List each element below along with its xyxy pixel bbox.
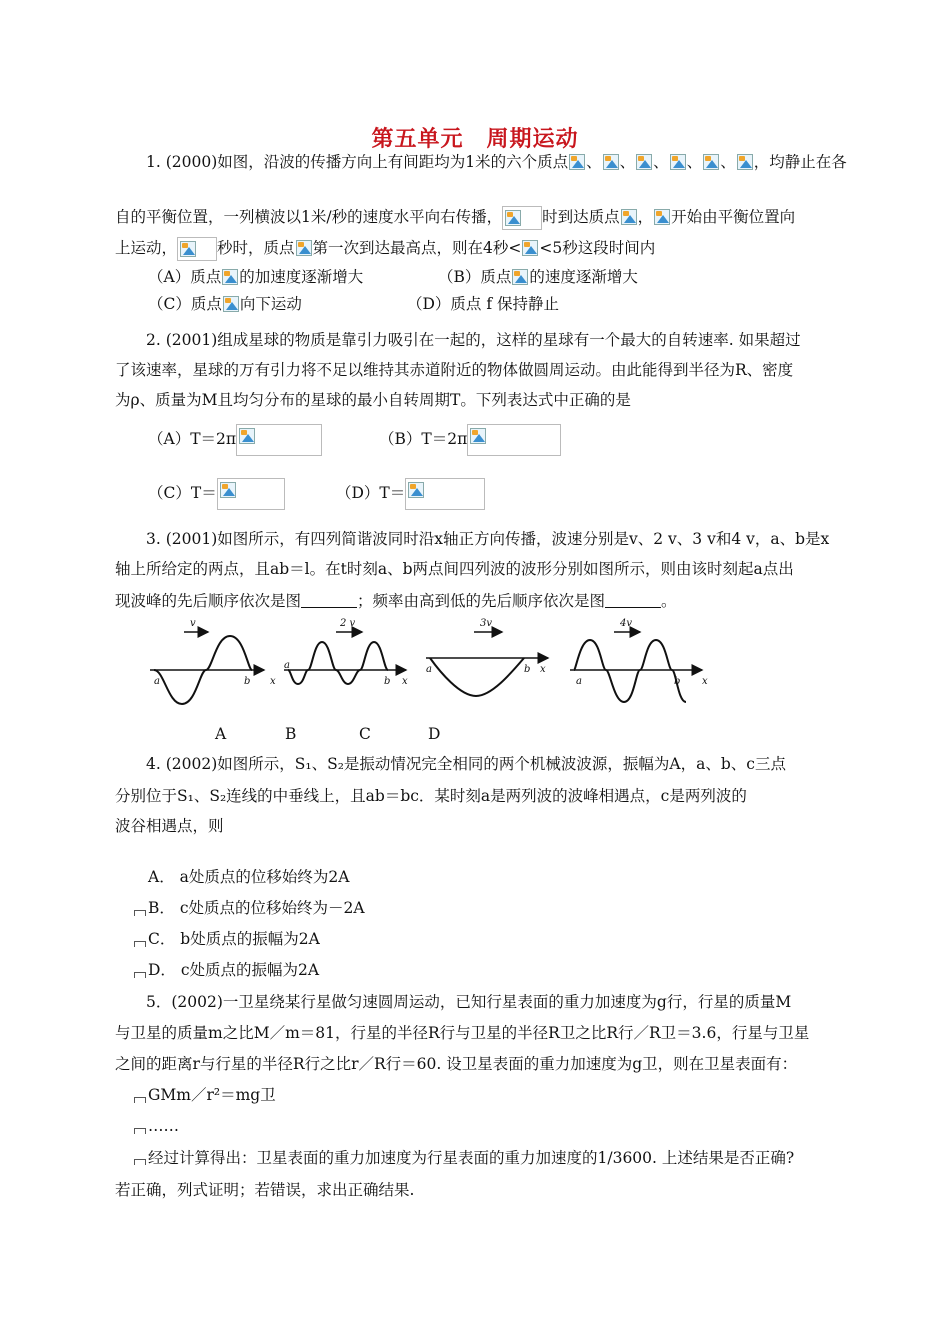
wave-c xyxy=(430,658,524,696)
option-text: （C）T＝ xyxy=(148,484,217,502)
q2-option-b xyxy=(379,424,561,456)
q4-option-d: D． c处质点的振幅为2A xyxy=(148,961,320,979)
q2-option-d xyxy=(336,478,485,510)
q5-line6: 经过计算得出：卫星表面的重力加速度为行星表面的重力加速度的1/3600. 上述结果是否正确? xyxy=(148,1149,795,1167)
q5-line1: 5．(2002)一卫星绕某行星做匀速圆周运动，已知行星表面的重力加速度为g行，行星的质量M xyxy=(146,993,792,1011)
velocity-label: 3v xyxy=(480,618,493,629)
option-text: 的速度逐渐增大 xyxy=(529,268,638,286)
formula-box xyxy=(177,237,217,261)
image-placeholder-icon xyxy=(569,154,585,170)
q2-line3: 为ρ、质量为M且均匀分布的星球的最小自转周期T。下列表达式中正确的是 xyxy=(115,391,631,409)
bracket-mark xyxy=(134,972,146,978)
q4-line3: 波谷相遇点，则 xyxy=(115,817,224,835)
point-a-label: a xyxy=(426,664,432,675)
image-placeholder-icon xyxy=(239,428,255,444)
figure-label: A xyxy=(215,725,227,743)
formula-box xyxy=(502,206,542,230)
formula-box xyxy=(405,478,485,510)
image-placeholder-icon xyxy=(737,154,753,170)
q3-line1: 3. (2001)如图所示，有四列简谐波同时沿x轴正方向传播，波速分别是v、2 v、3 v和4 v，a、b是x xyxy=(146,530,830,548)
bracket-mark xyxy=(134,1159,146,1165)
image-placeholder-icon xyxy=(296,240,312,256)
image-placeholder-icon xyxy=(522,240,538,256)
option-text: （D）T＝ xyxy=(336,484,406,502)
q2-line2: 了该速率，星球的万有引力将不足以维持其赤道附近的物体做圆周运动。由此能得到半径为R、密度 xyxy=(115,361,794,379)
q1-option-b xyxy=(438,267,638,287)
q5-formula: GMm／r²＝mg卫 xyxy=(148,1086,276,1104)
q1-text: ， xyxy=(637,208,654,226)
image-placeholder-icon xyxy=(603,154,619,170)
image-placeholder-icon xyxy=(223,296,239,312)
bracket-mark xyxy=(134,910,146,916)
velocity-label: 2 v xyxy=(340,618,356,629)
q2-line1: 2. (2001)组成星球的物质是靠引力吸引在一起的，这样的星球有一个最大的自转速率. 如果超过 xyxy=(146,331,801,349)
option-text: 向下运动 xyxy=(239,295,302,313)
image-placeholder-icon xyxy=(505,210,521,226)
q1-text: ，均静止在各 xyxy=(753,153,847,171)
option-text: （C）质点 xyxy=(148,295,222,313)
wave-figures xyxy=(140,612,720,716)
q4-option-c: C． b处质点的振幅为2A xyxy=(148,930,320,948)
page-title: 第五单元 周期运动 xyxy=(371,126,579,152)
bracket-mark xyxy=(134,941,146,947)
q1-text: 1. (2000)如图，沿波的传播方向上有间距均为1米的六个质点 xyxy=(146,153,569,171)
wave-d xyxy=(574,640,686,702)
figure-label: B xyxy=(285,725,297,743)
x-axis-label: x xyxy=(402,676,408,687)
image-placeholder-icon xyxy=(703,154,719,170)
x-axis-label: x xyxy=(702,676,708,687)
figure-label: D xyxy=(428,725,441,743)
q2-option-c xyxy=(148,478,285,510)
option-text: （A）T＝2π xyxy=(148,430,237,448)
q4-line1: 4. (2002)如图所示，S₁、S₂是振动情况完全相同的两个机械波波源，振幅为A，a、b、c三点 xyxy=(146,755,786,773)
q3-line2: 轴上所给定的两点，且ab＝l。在t时刻a、b两点间四列波的波形分别如图所示，则由该时刻起a点出 xyxy=(115,560,794,578)
q3-line3 xyxy=(115,591,677,611)
image-placeholder-icon xyxy=(654,209,670,225)
q5-line2: 与卫星的质量m之比M／m＝81，行星的半径R行与卫星的半径R卫之比R行／R卫＝3.6，行星与卫星 xyxy=(115,1024,810,1042)
velocity-label: 4v xyxy=(620,618,633,629)
answer-blank xyxy=(605,593,661,608)
q3-text: 。 xyxy=(661,592,677,610)
q1-option-d: （D）质点 f 保持静止 xyxy=(407,295,560,313)
bracket-mark xyxy=(134,1097,146,1103)
formula-box xyxy=(217,478,285,510)
point-b-label: b xyxy=(524,664,531,675)
q1-text: 秒时，质点 xyxy=(217,239,295,257)
image-placeholder-icon xyxy=(220,482,236,498)
point-a-label: a xyxy=(576,676,582,687)
q5-line7: 若正确，列式证明；若错误，求出正确结果. xyxy=(115,1181,415,1199)
formula-box xyxy=(236,424,322,456)
q1-option-a xyxy=(148,267,363,287)
q1-line2 xyxy=(115,206,795,230)
q2-option-a xyxy=(148,424,322,456)
wave-b xyxy=(288,642,388,684)
velocity-label: v xyxy=(190,618,196,629)
q5-ellipsis: …… xyxy=(148,1117,179,1135)
image-placeholder-icon xyxy=(222,269,238,285)
image-placeholder-icon xyxy=(636,154,652,170)
q4-line2: 分别位于S₁、S₂连线的中垂线上，且ab＝bc．某时刻a是两列波的波峰相遇点，c是两列波的 xyxy=(115,787,747,805)
formula-box xyxy=(467,424,561,456)
q1-text: 开始由平衡位置向 xyxy=(671,208,796,226)
q5-line3: 之间的距离r与行星的半径R行之比r／R行＝60. 设卫星表面的重力加速度为g卫，则在卫星表面有： xyxy=(115,1055,798,1073)
point-a-label: a xyxy=(154,676,160,687)
q1-text: <5秒这段时间内 xyxy=(539,239,656,257)
q1-text: 第一次到达最高点，则在4秒< xyxy=(312,239,522,257)
q1-text: 上运动， xyxy=(115,239,178,257)
bracket-mark xyxy=(134,1128,146,1134)
answer-blank xyxy=(301,593,357,608)
image-placeholder-icon xyxy=(512,269,528,285)
image-placeholder-icon xyxy=(180,241,196,257)
q3-text: 现波峰的先后顺序依次是图 xyxy=(115,592,302,610)
q4-option-b: B． c处质点的位移始终为－2A xyxy=(148,899,365,917)
q3-text: ；频率由高到低的先后顺序依次是图 xyxy=(357,592,606,610)
point-b-label: b xyxy=(244,676,251,687)
q1-text: 时到达质点 xyxy=(542,208,620,226)
q1-option-c xyxy=(148,294,302,314)
image-placeholder-icon xyxy=(621,209,637,225)
x-axis-label: x xyxy=(540,664,546,675)
q4-option-a: A． a处质点的位移始终为2A xyxy=(148,868,350,886)
q1-text: 自的平衡位置，一列横波以1米/秒的速度水平向右传播， xyxy=(115,208,503,226)
option-text: （B）质点 xyxy=(438,268,512,286)
point-b-label: b xyxy=(384,676,391,687)
point-a-label: a xyxy=(284,660,290,671)
option-text: 的加速度逐渐增大 xyxy=(239,268,364,286)
figure-label: C xyxy=(359,725,371,743)
option-text: （B）T＝2π xyxy=(379,430,468,448)
image-placeholder-icon xyxy=(670,154,686,170)
image-placeholder-icon xyxy=(408,482,424,498)
point-b-label: b xyxy=(674,676,681,687)
q1-line3 xyxy=(115,237,655,261)
x-axis-label: x xyxy=(270,676,276,687)
option-text: （A）质点 xyxy=(148,268,222,286)
image-placeholder-icon xyxy=(470,428,486,444)
q1-line1: 1. (2000)如图，沿波的传播方向上有间距均为1米的六个质点 、 、 、 、 、 ，均静止在各 xyxy=(146,153,847,171)
